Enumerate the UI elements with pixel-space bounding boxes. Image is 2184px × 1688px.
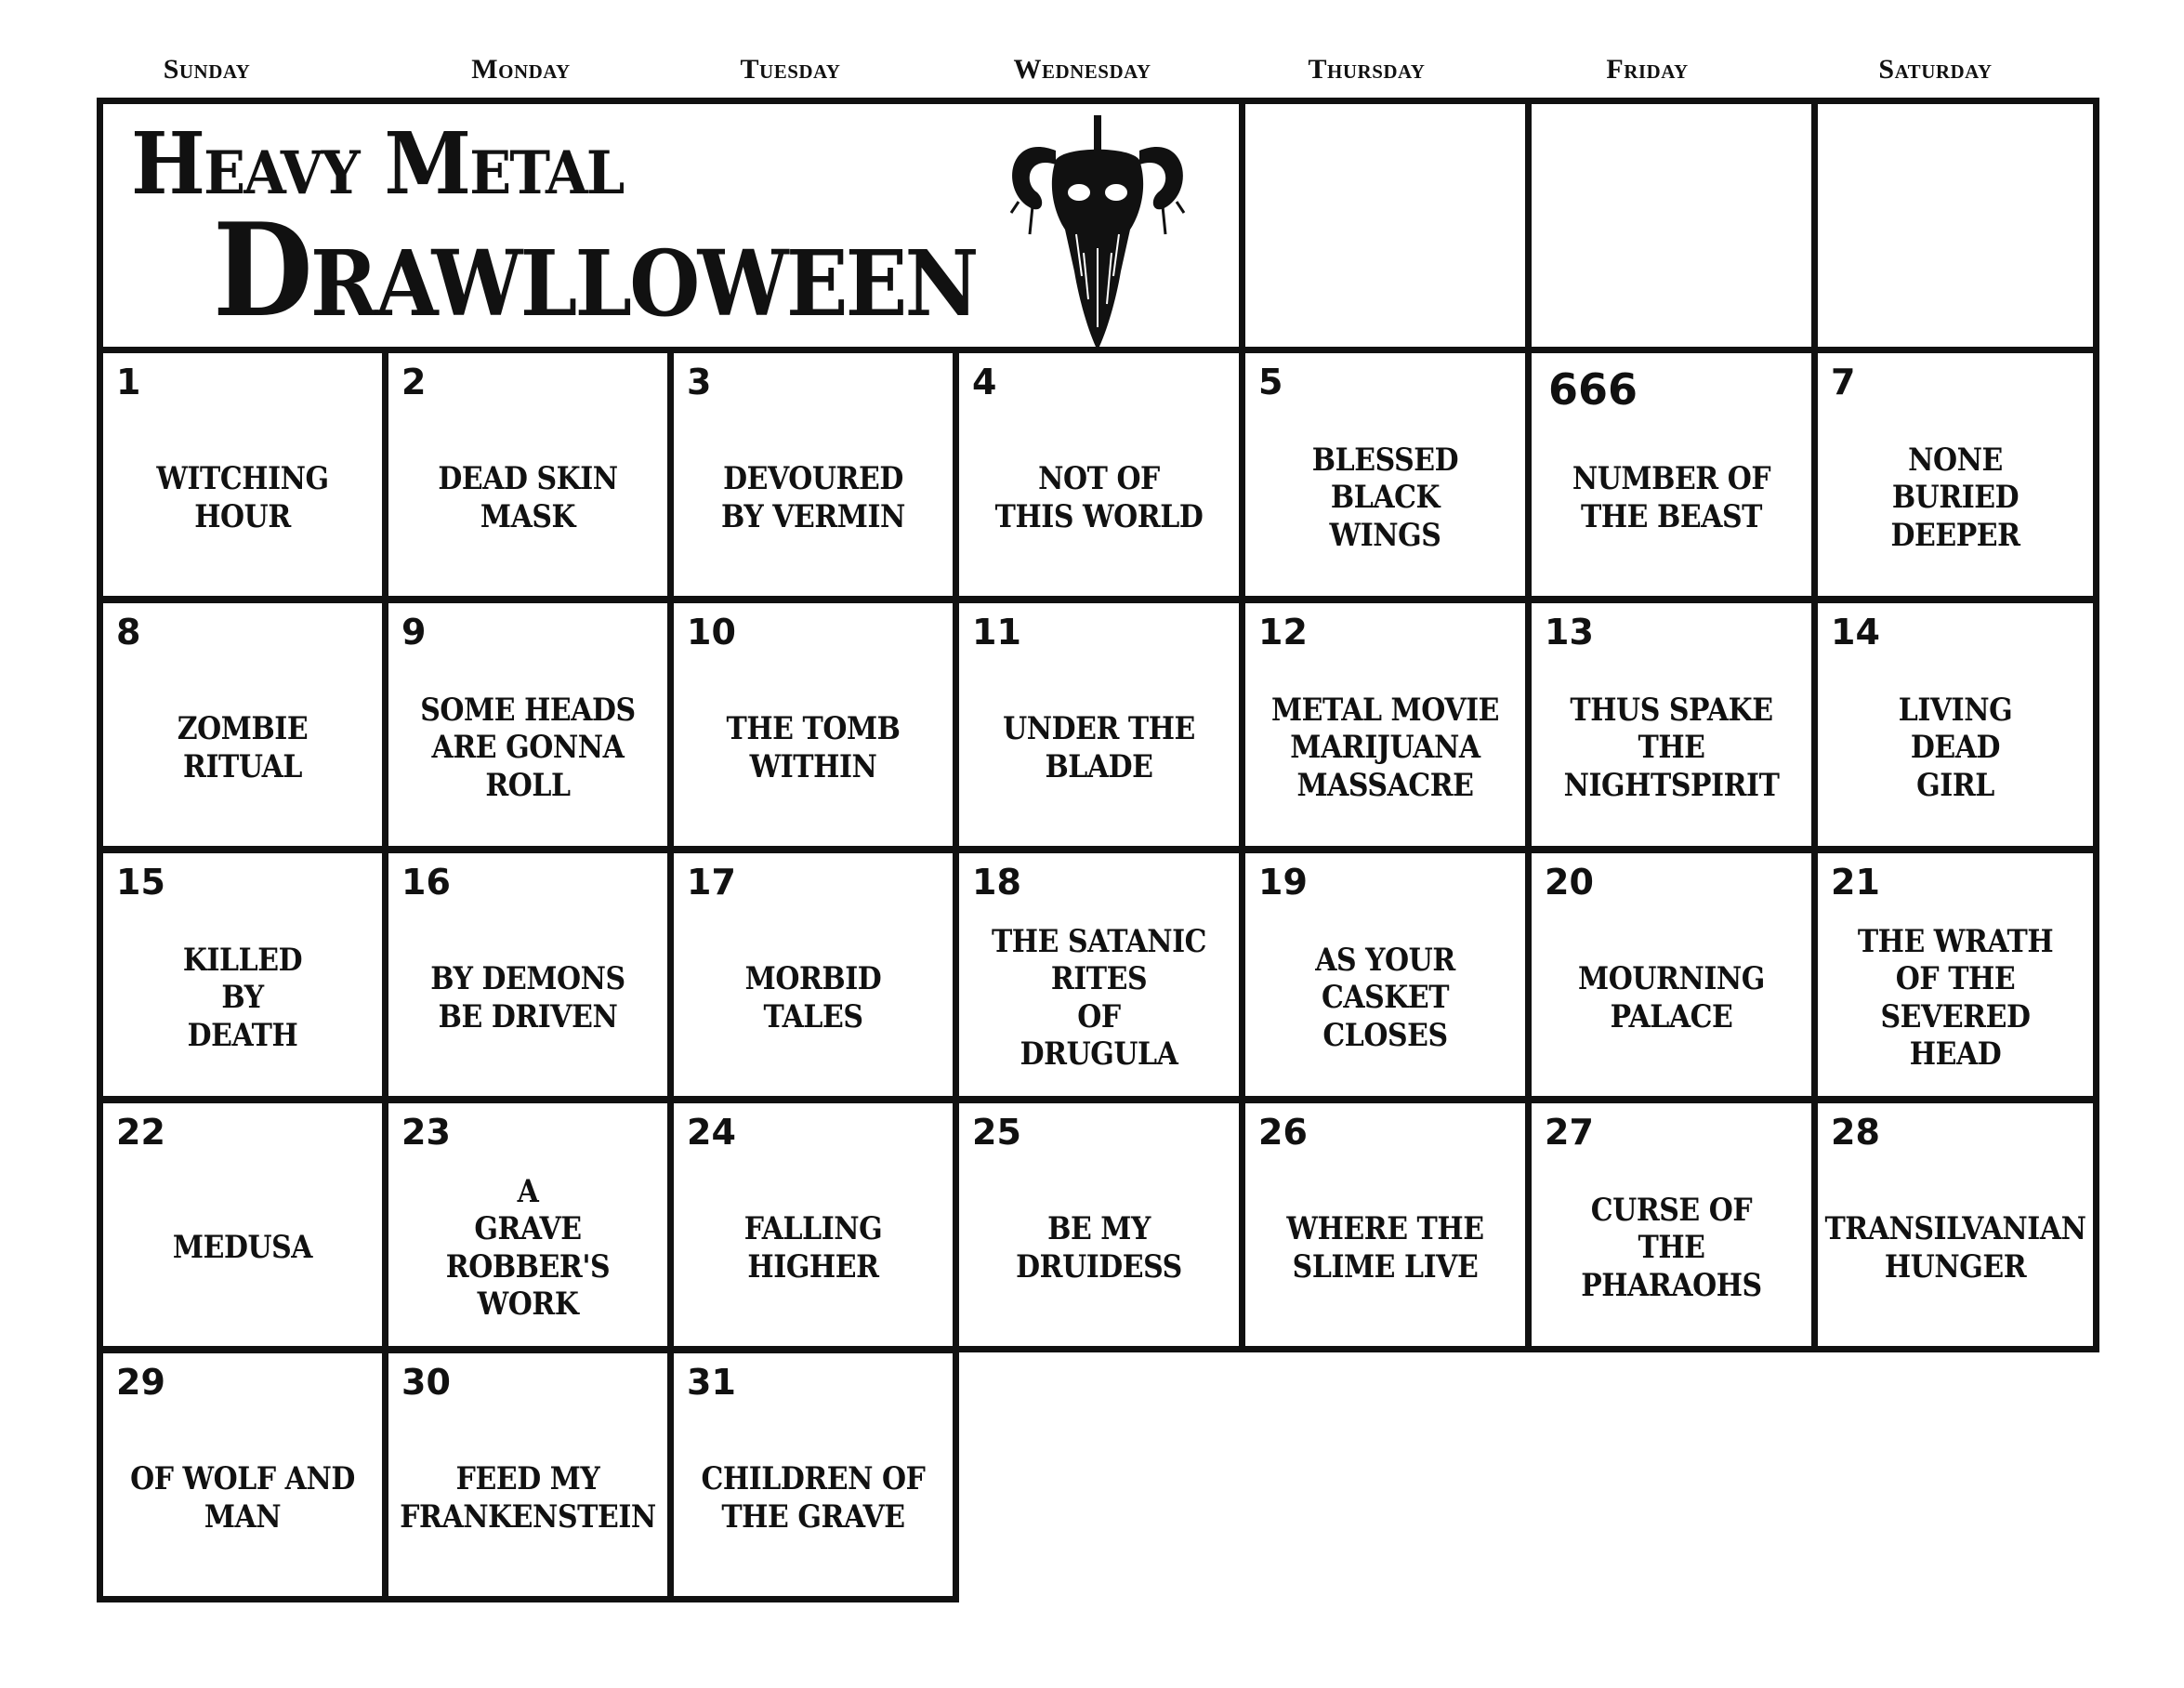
day-number: 25 xyxy=(972,1112,1021,1153)
day-number: 12 xyxy=(1258,612,1308,653)
day-cell xyxy=(667,847,959,1102)
day-theme: WHERE THE SLIME LIVE xyxy=(1286,1210,1484,1286)
day-number: 15 xyxy=(116,862,165,903)
weekday-sunday: Sunday xyxy=(163,54,251,85)
empty-cell-saturday xyxy=(1811,98,2099,353)
weekday-monday: Monday xyxy=(471,54,571,85)
calendar-grid xyxy=(97,98,2099,1596)
day-number: 9 xyxy=(401,612,427,653)
day-cell xyxy=(953,347,1245,602)
day-cell xyxy=(1525,847,1818,1102)
day-theme: SOME HEADS ARE GONNA ROLL xyxy=(420,692,636,804)
day-theme: MORBID TALES xyxy=(744,960,882,1035)
day-cell xyxy=(1239,597,1532,852)
weekday-tuesday: Tuesday xyxy=(740,54,841,85)
day-theme: WITCHING HOUR xyxy=(156,460,329,535)
day-number: 24 xyxy=(687,1112,736,1153)
weekday-thursday: Thursday xyxy=(1308,54,1426,85)
day-number: 27 xyxy=(1545,1112,1594,1153)
day-cell xyxy=(667,1347,959,1602)
day-theme: MOURNING PALACE xyxy=(1578,960,1765,1035)
day-number: 19 xyxy=(1258,862,1308,903)
day-number: 1 xyxy=(116,362,141,402)
day-theme: OF WOLF AND MAN xyxy=(130,1460,355,1536)
day-number: 23 xyxy=(401,1112,451,1153)
day-number: 666 xyxy=(1548,364,1638,415)
day-cell xyxy=(97,347,388,602)
day-cell xyxy=(667,1097,959,1352)
day-number: 28 xyxy=(1831,1112,1880,1153)
day-cell xyxy=(1239,847,1532,1102)
empty-cell-thursday xyxy=(1239,98,1532,353)
day-theme: THE SATANIC RITES OF DRUGULA xyxy=(991,923,1207,1073)
day-number: 21 xyxy=(1831,862,1880,903)
day-cell xyxy=(382,847,674,1102)
day-theme: FALLING HIGHER xyxy=(743,1210,883,1286)
day-cell xyxy=(1811,1097,2099,1352)
day-number: 2 xyxy=(401,362,427,402)
day-number: 31 xyxy=(687,1362,736,1403)
day-theme: THE WRATH OF THE SEVERED HEAD xyxy=(1857,923,2054,1073)
day-number: 26 xyxy=(1258,1112,1308,1153)
day-theme: CURSE OF THE PHARAOHS xyxy=(1581,1192,1762,1304)
day-number: 30 xyxy=(401,1362,451,1403)
day-theme: TRANSILVANIAN HUNGER xyxy=(1824,1210,2086,1286)
day-theme: A GRAVE ROBBER'S WORK xyxy=(445,1173,611,1323)
day-theme: MEDUSA xyxy=(172,1229,313,1267)
day-cell xyxy=(1239,347,1532,602)
day-cell xyxy=(382,1097,674,1352)
day-theme: BY DEMONS BE DRIVEN xyxy=(430,960,625,1035)
day-number: 4 xyxy=(972,362,997,402)
day-theme: BE MY DRUIDESS xyxy=(1016,1210,1182,1286)
day-number: 17 xyxy=(687,862,736,903)
day-cell xyxy=(1239,1097,1532,1352)
day-theme: THUS SPAKE THE NIGHTSPIRIT xyxy=(1563,692,1780,804)
day-cell xyxy=(1811,847,2099,1102)
day-cell xyxy=(1525,597,1818,852)
day-cell xyxy=(97,847,388,1102)
day-cell xyxy=(97,1347,388,1602)
title-line-1: Heavy Metal xyxy=(131,113,624,214)
weekday-saturday: Saturday xyxy=(1878,54,1993,85)
day-number: 7 xyxy=(1831,362,1856,402)
day-cell xyxy=(1525,347,1818,602)
day-theme: THE TOMB WITHIN xyxy=(726,710,901,785)
day-cell xyxy=(1811,597,2099,852)
day-theme: DEAD SKIN MASK xyxy=(438,460,618,535)
day-number: 3 xyxy=(687,362,712,402)
day-theme: LIVING DEAD GIRL xyxy=(1898,692,2013,804)
day-cell xyxy=(97,597,388,852)
day-number: 13 xyxy=(1545,612,1594,653)
empty-cell-friday xyxy=(1525,98,1818,353)
day-cell xyxy=(1811,347,2099,602)
day-cell xyxy=(1525,1097,1818,1352)
day-cell xyxy=(953,597,1245,852)
day-theme: BLESSED BLACK WINGS xyxy=(1311,442,1459,554)
day-number: 11 xyxy=(972,612,1021,653)
weekday-wednesday: Wednesday xyxy=(1013,54,1151,85)
day-theme: CHILDREN OF THE GRAVE xyxy=(701,1460,926,1536)
day-theme: METAL MOVIE MARIJUANA MASSACRE xyxy=(1270,692,1500,804)
title-line-2: Drawlloween xyxy=(213,194,977,346)
day-cell xyxy=(382,347,674,602)
day-cell xyxy=(667,597,959,852)
day-number: 14 xyxy=(1831,612,1880,653)
day-theme: AS YOUR CASKET CLOSES xyxy=(1315,942,1455,1054)
goat-skull-icon xyxy=(991,113,1204,355)
day-number: 22 xyxy=(116,1112,165,1153)
day-number: 18 xyxy=(972,862,1021,903)
day-theme: NOT OF THIS WORLD xyxy=(994,460,1204,535)
day-cell xyxy=(382,597,674,852)
day-number: 10 xyxy=(687,612,736,653)
day-number: 5 xyxy=(1258,362,1283,402)
day-cell xyxy=(97,1097,388,1352)
day-number: 8 xyxy=(116,612,141,653)
title-banner xyxy=(97,98,1245,353)
day-theme: FEED MY FRANKENSTEIN xyxy=(400,1460,656,1536)
day-theme: NUMBER OF THE BEAST xyxy=(1572,460,1771,535)
day-theme: UNDER THE BLADE xyxy=(1003,710,1195,785)
day-cell xyxy=(667,347,959,602)
day-theme: KILLED BY DEATH xyxy=(182,942,303,1054)
day-cell xyxy=(953,1097,1245,1352)
day-number: 20 xyxy=(1545,862,1594,903)
day-theme: NONE BURIED DEEPER xyxy=(1890,442,2020,554)
day-cell xyxy=(953,847,1245,1102)
weekday-friday: Friday xyxy=(1606,54,1689,85)
day-number: 16 xyxy=(401,862,451,903)
day-cell xyxy=(382,1347,674,1602)
day-number: 29 xyxy=(116,1362,165,1403)
day-theme: ZOMBIE RITUAL xyxy=(177,710,309,785)
day-theme: DEVOURED BY VERMIN xyxy=(721,460,905,535)
